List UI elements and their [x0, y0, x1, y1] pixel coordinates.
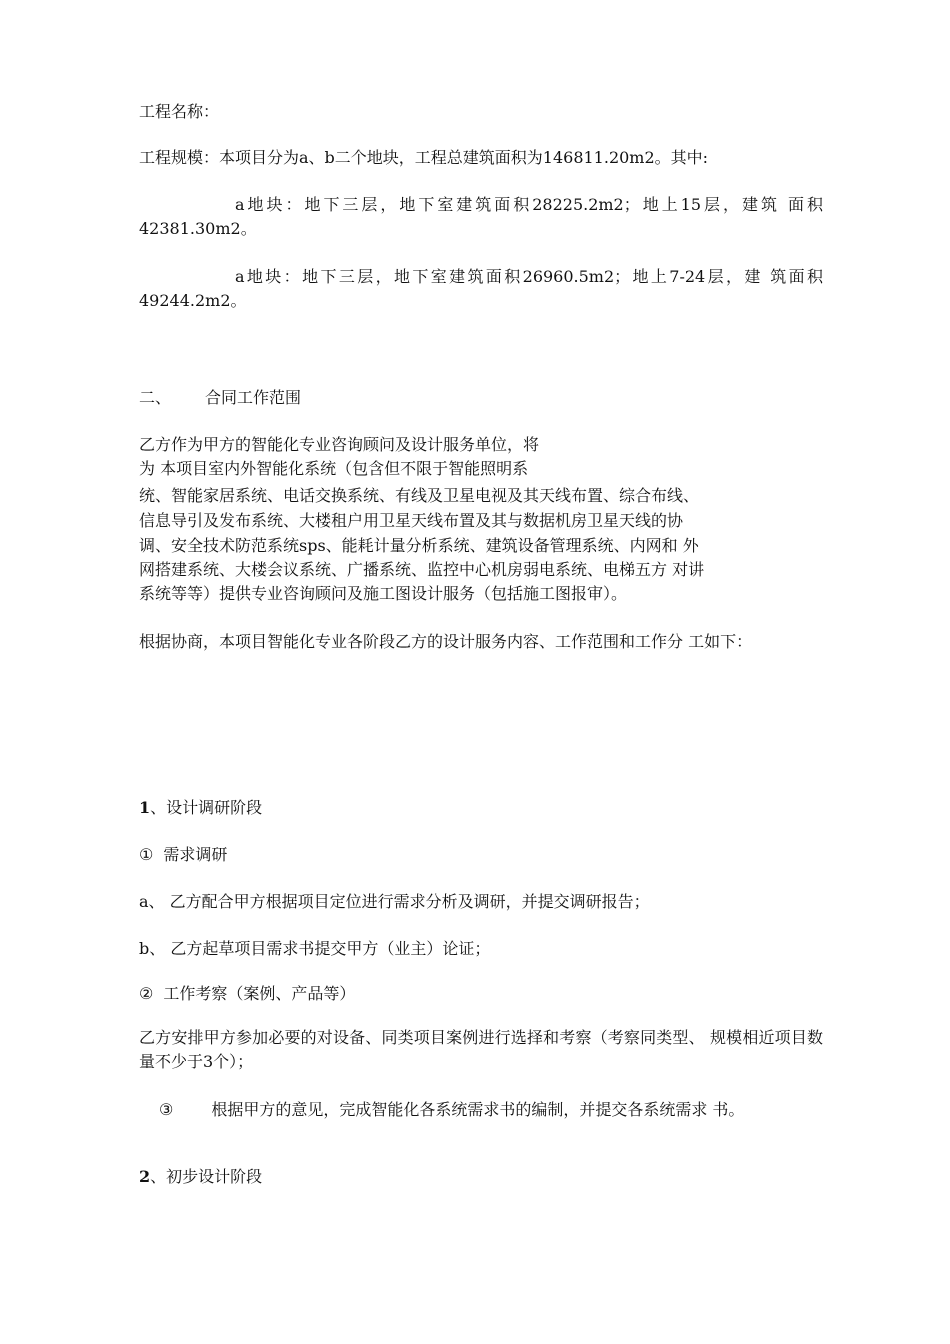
scope-line: 统、智能家居系统、电话交换系统、有线及卫星电视及其天线布置、综合布线、 [139, 486, 700, 505]
item-two-title: 工作考察（案例、产品等） [163, 984, 356, 1003]
scope-line: 系统等等）提供专业咨询顾问及施工图设计服务（包括施工图报审）。 [139, 584, 628, 603]
stage-two-number: 2 [139, 1167, 151, 1186]
circled-three-mark: ③ [159, 1100, 174, 1119]
inspection-paragraph: 乙方安排甲方参加必要的对设备、同类项目案例进行选择和考察（考察同类型、 规模相近项目数量不少于3个）； [139, 1028, 823, 1071]
section-two-number: 二、 [139, 388, 172, 407]
item-three-paragraph [159, 1098, 823, 1122]
section-two-heading [139, 386, 823, 410]
section-two-title: 合同工作范围 [205, 388, 302, 407]
item-b-text: b、 乙方起草项目需求书提交甲方（业主）论证； [139, 939, 491, 958]
circled-two-mark: ② [139, 984, 154, 1003]
item-three-text: 根据甲方的意见，完成智能化各系统需求书的编制，并提交各系统需求 书。 [211, 1100, 745, 1119]
item-two-heading [139, 982, 823, 1006]
project-scale: 工程规模：本项目分为a、b二个地块，工程总建筑面积为146811.20m2。其中: [139, 148, 709, 167]
stage-one-heading [139, 796, 823, 820]
block-a-first-paragraph: a地块：地下三层，地下室建筑面积28225.2m2；地上15层，建筑 面积 42381.30m2。 [139, 195, 823, 238]
scope-line: 信息导引及发布系统、大楼租户用卫星天线布置及其与数据机房卫星天线的协 [139, 511, 684, 530]
project-name-label: 工程名称： [139, 102, 220, 121]
item-one-title: 需求调研 [163, 845, 228, 864]
item-one-heading [139, 843, 823, 867]
scope-line: 乙方作为甲方的智能化专业咨询顾问及设计服务单位，将 [139, 435, 540, 454]
stage-one-title: 、设计调研阶段 [150, 798, 263, 817]
negotiation-paragraph: 根据协商，本项目智能化专业各阶段乙方的设计服务内容、工作范围和工作分 工如下： [139, 632, 753, 651]
scope-line: 为 本项目室内外智能化系统（包含但不限于智能照明系 [139, 459, 529, 478]
scope-line: 调、安全技术防范系统sps、能耗计量分析系统、建筑设备管理系统、内网和 外 [139, 536, 699, 555]
scope-line: 网搭建系统、大楼会议系统、广播系统、监控中心机房弱电系统、电梯五方 对讲 [139, 560, 705, 579]
block-a-second-paragraph: a地块：地下三层，地下室建筑面积26960.5m2；地上7-24层，建 筑面积 49244.2m2。 [139, 267, 823, 310]
circled-one-mark: ① [139, 845, 154, 864]
stage-two-title: 、初步设计阶段 [150, 1167, 263, 1186]
stage-two-heading [139, 1165, 823, 1189]
item-a-text: a、 乙方配合甲方根据项目定位进行需求分析及调研，并提交调研报告； [139, 892, 650, 911]
stage-one-number: 1 [139, 798, 151, 817]
